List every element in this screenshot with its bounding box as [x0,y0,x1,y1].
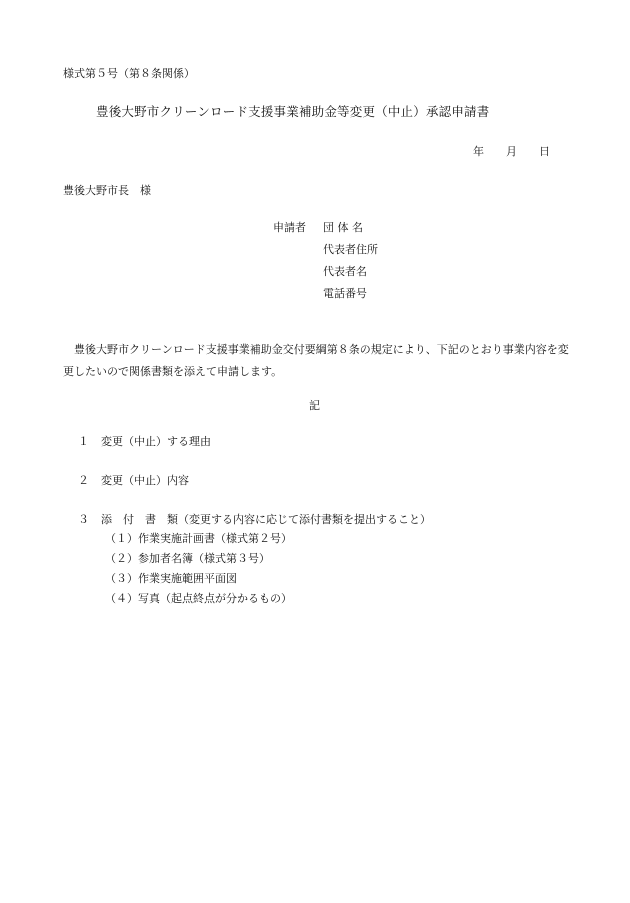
addressee: 豊後大野市長 様 [63,184,151,197]
list-item-number: ２ [78,474,89,487]
list-item-reason [78,436,211,447]
date-line [473,146,550,157]
list-item-attachments [78,514,431,525]
list-item-text: 添 付 書 類（変更する内容に応じて添付書類を提出すること） [101,513,431,526]
ki-heading: 記 [309,399,320,412]
attachment-item: （４）写真（起点終点が分かるもの） [105,592,292,605]
document-title: 豊後大野市クリーンロード支援事業補助金等変更（中止）承認申請書 [96,104,490,119]
applicant-field-representative-name: 代表者名 [323,265,367,278]
applicant-field-phone-number: 電話番号 [323,287,367,300]
attachment-item: （３）作業実施範囲平面図 [105,572,237,585]
attachment-item: （１）作業実施計画書（様式第２号） [105,532,292,545]
list-item-text: 変更（中止）内容 [101,474,189,487]
applicant-label: 申請者 [273,221,306,234]
form-number: 様式第５号（第８条関係） [63,67,195,80]
list-item-text: 変更（中止）する理由 [101,435,211,448]
list-item-content [78,475,189,486]
attachment-item: （２）参加者名簿（様式第３号） [105,552,270,565]
body-paragraph: 豊後大野市クリーンロード支援事業補助金交付要綱第８条の規定により、下記のとおり事業内容を変更したいので関係書類を添えて申請します。 [63,343,569,378]
list-item-number: １ [78,435,89,448]
date-year: 年 [473,145,484,158]
applicant-field-group-name: 団 体 名 [323,221,363,234]
list-item-number: ３ [78,513,89,526]
date-month: 月 [506,145,517,158]
date-day: 日 [539,145,550,158]
applicant-field-representative-address: 代表者住所 [323,243,378,256]
